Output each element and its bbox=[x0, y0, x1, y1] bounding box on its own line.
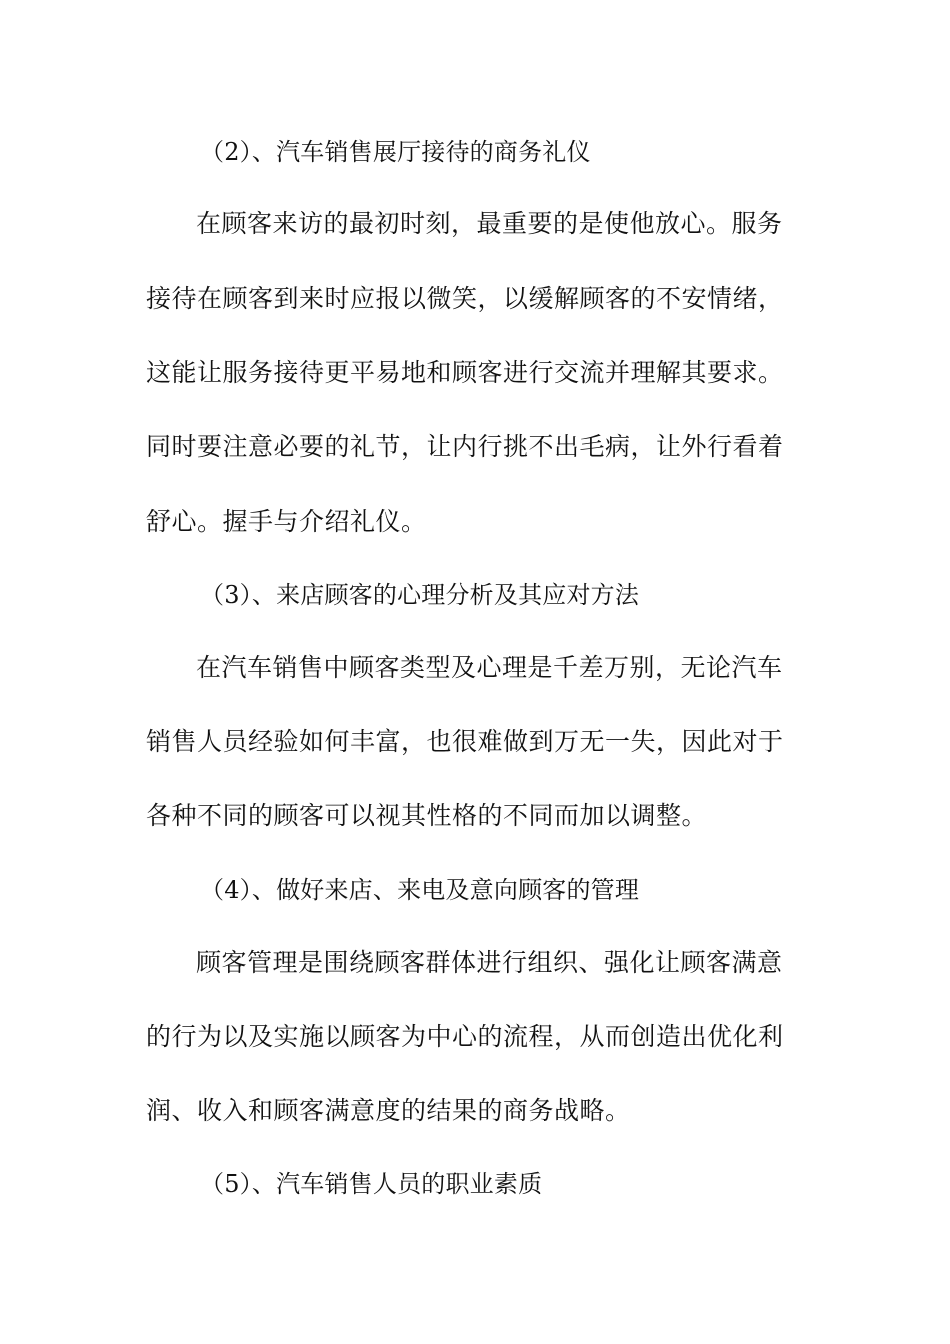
paragraph-line: 顾客管理是围绕顾客群体进行组织、强化让顾客满意 bbox=[196, 948, 783, 977]
section-heading-5: （5）、汽车销售人员的职业素质 bbox=[200, 1170, 543, 1198]
paragraph-line: 各种不同的顾客可以视其性格的不同而加以调整。 bbox=[146, 801, 708, 830]
paragraph-line: 在汽车销售中顾客类型及心理是千差万别，无论汽车 bbox=[196, 653, 783, 682]
section-heading-2: （2）、汽车销售展厅接待的商务礼仪 bbox=[200, 138, 591, 166]
paragraph-line: 销售人员经验如何丰富，也很难做到万无一失，因此对于 bbox=[146, 727, 784, 756]
paragraph-line: 润、收入和顾客满意度的结果的商务战略。 bbox=[146, 1096, 631, 1125]
paragraph-line: 舒心。握手与介绍礼仪。 bbox=[146, 507, 427, 536]
paragraph-line: 在顾客来访的最初时刻，最重要的是使他放心。服务 bbox=[196, 209, 783, 238]
paragraph-line: 的行为以及实施以顾客为中心的流程，从而创造出优化利 bbox=[146, 1022, 784, 1051]
paragraph-line: 同时要注意必要的礼节，让内行挑不出毛病，让外行看着 bbox=[146, 432, 784, 461]
paragraph-line: 接待在顾客到来时应报以微笑，以缓解顾客的不安情绪， bbox=[146, 284, 784, 313]
paragraph-line: 这能让服务接待更平易地和顾客进行交流并理解其要求。 bbox=[146, 358, 784, 387]
section-heading-3: （3）、来店顾客的心理分析及其应对方法 bbox=[200, 581, 640, 609]
section-heading-4: （4）、做好来店、来电及意向顾客的管理 bbox=[200, 876, 640, 904]
